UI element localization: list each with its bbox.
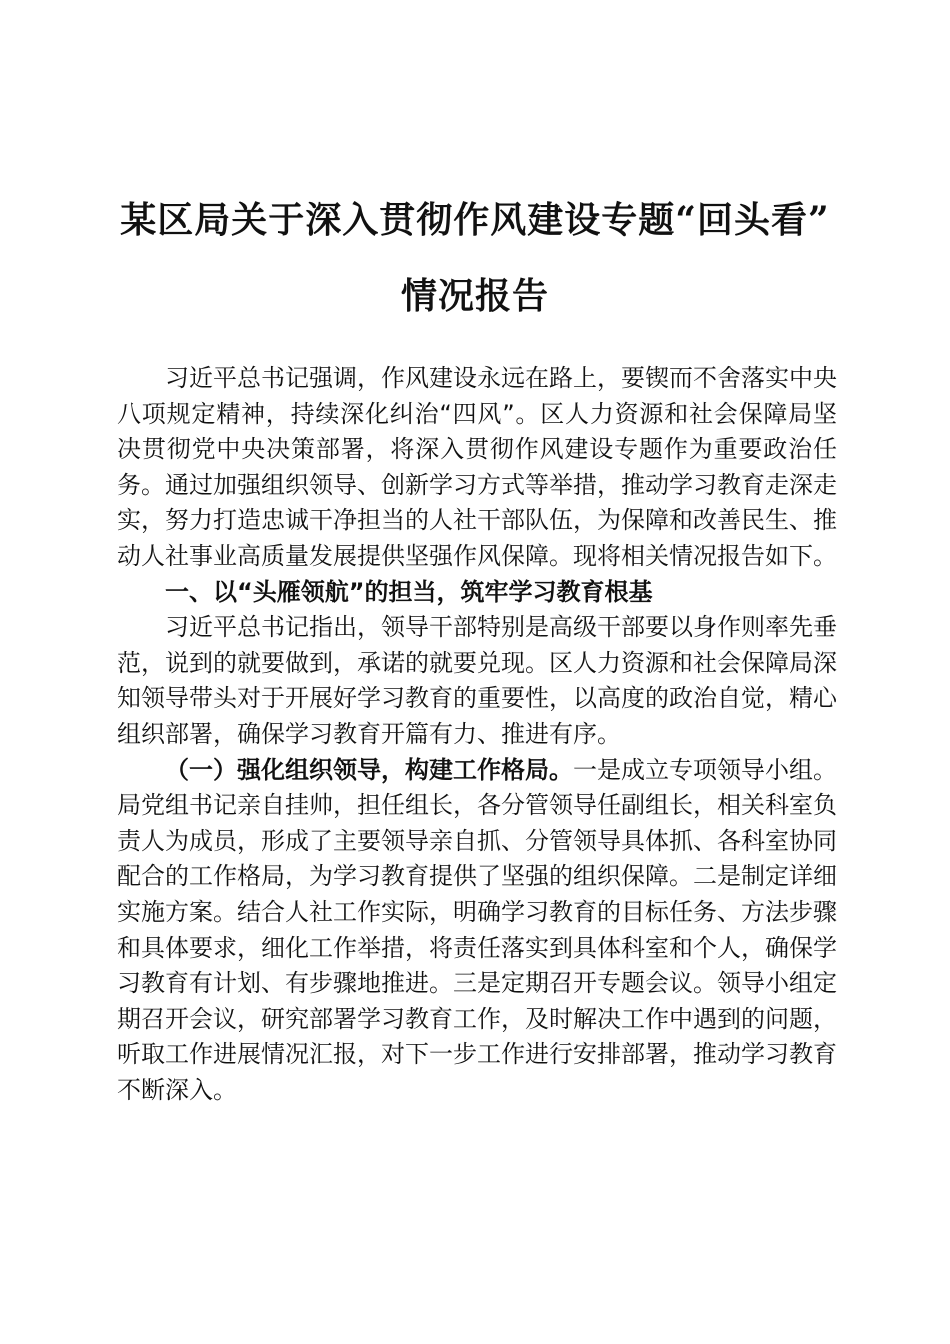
document-body [117,361,837,1108]
section1-heading: 一、以“头雁领航”的担当，筑牢学习教育根基 [165,577,653,606]
subsection1-paragraph [117,753,837,1109]
section1-paragraph: 习近平总书记指出，领导干部特别是高级干部要以身作则率先垂范，说到的就要做到，承诺的就要兑现。区人力资源和社会保障局深知领导带头对于开展好学习教育的重要性，以高度的政治自觉，精心组织部署，确保学习教育开篇有力、推进有序。 [117,613,837,748]
subsection1-body: 一是成立专项领导小组。局党组书记亲自挂帅，担任组长，各分管领导任副组长，相关科室负责人为成员，形成了主要领导亲自抓、分管领导具体抓、各科室协同配合的工作格局，为学习教育提供了坚强的组织保障。二是制定详细实施方案。结合人社工作实际，明确学习教育的目标任务、方法步骤和具体要求，细化工作举措，将责任落实到具体科室和个人，确保学习教育有计划、有步骤地推进。三是定期召开专题会议。领导小组定期召开会议，研究部署学习教育工作，及时解决工作中遇到的问题，听取工作进展情况汇报，对下一步工作进行安排部署，推动学习教育不断深入。 [117,755,837,1104]
subsection1-lead: （一）强化组织领导，构建工作格局。 [165,755,573,784]
document-title-line1: 某区局关于深入贯彻作风建设专题“回头看” [120,199,830,241]
document-title-line2: 情况报告 [400,275,549,317]
intro-paragraph: 习近平总书记强调，作风建设永远在路上，要锲而不舍落实中央八项规定精神，持续深化纠治“四风”。区人力资源和社会保障局坚决贯彻党中央决策部署，将深入贯彻作风建设专题作为重要政治任务。通过加强组织领导、创新学习方式等举措，推动学习教育走深走实，努力打造忠诚干净担当的人社干部队伍，为保障和改善民生、推动人社事业高质量发展提供坚强作风保障。现将相关情况报告如下。 [117,364,837,570]
